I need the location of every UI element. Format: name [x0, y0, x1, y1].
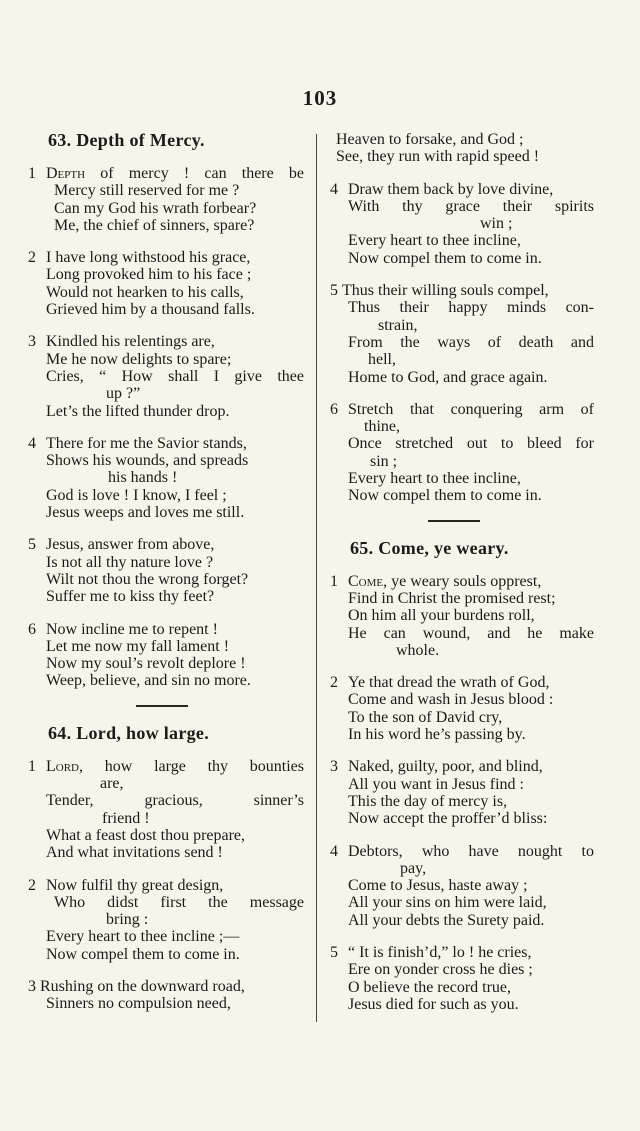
verse-line: strain,	[378, 316, 418, 334]
verse-line: Now incline me to repent !	[46, 620, 218, 638]
right-column	[330, 131, 594, 1028]
stanza-number: 5	[330, 943, 338, 961]
verse-line: He can wound, and he make	[348, 624, 594, 642]
stanza	[28, 621, 304, 690]
stanza-number: 2	[28, 876, 36, 894]
verse-line: Jesus died for such as you.	[348, 995, 519, 1013]
verse-line: Shows his wounds, and spreads	[46, 452, 249, 470]
verse-line: Now compel them to come in.	[46, 945, 240, 963]
stanza-number: 3	[330, 758, 338, 776]
verse-line: friend !	[102, 809, 150, 827]
verse-line: Kindled his relentings are,	[46, 333, 215, 351]
stanza-number: 6	[28, 620, 36, 638]
stanza	[28, 249, 304, 318]
stanza-number: 3	[28, 333, 36, 351]
stanza	[330, 674, 594, 743]
verse-line: Rushing on the downward road,	[40, 977, 245, 995]
stanza	[28, 536, 304, 605]
verse-line: Let me now my fall lament !	[46, 637, 230, 655]
verse-line: In his word he’s passing by.	[348, 726, 526, 744]
verse-line: With thy grace their spirits	[348, 197, 594, 215]
verse-line: Every heart to thee incline,	[348, 470, 521, 488]
verse-line: Come and wash in Jesus blood :	[348, 691, 554, 709]
verse-line: win ;	[480, 215, 513, 233]
left-column	[28, 130, 304, 1028]
stanza	[330, 181, 594, 267]
verse-line: All your debts the Surety paid.	[348, 911, 545, 929]
verse-line: Now fulfil thy great design,	[46, 876, 224, 894]
verse-line: On him all your burdens roll,	[348, 607, 535, 625]
verse-line: whole.	[396, 641, 440, 659]
stanza	[28, 435, 304, 521]
verse-line: Jesus, answer from above,	[46, 536, 215, 554]
verse-first-word: Come	[348, 572, 384, 590]
verse-line: Ye that dread the wrath of God,	[348, 674, 550, 692]
verse-line: Now compel them to come in.	[348, 487, 542, 505]
verse-line: Can my God his wrath forbear?	[54, 199, 257, 217]
stanza-number: 4	[330, 180, 338, 198]
verse-line: Every heart to thee incline ;—	[46, 928, 240, 946]
stanza	[28, 877, 304, 963]
verse-line: God is love ! I know, I feel ;	[46, 486, 227, 504]
verse-line: Come to Jesus, haste away ;	[348, 877, 528, 895]
hymn-title-63: 63. Depth of Mercy.	[48, 130, 205, 150]
verse-line: Tender, gracious, sinner’s	[46, 792, 304, 810]
verse-line: up ?”	[106, 385, 141, 403]
verse-line	[28, 758, 304, 775]
verse-line: Naked, guilty, poor, and blind,	[348, 758, 543, 776]
verse-line: All you want in Jesus find :	[348, 775, 524, 793]
verse-line: Grieved him by a thousand falls.	[46, 301, 255, 319]
stanza-number: 5	[330, 282, 338, 300]
verse-line-text: , how large thy bounties	[79, 757, 304, 775]
verse-line: Would not hearken to his calls,	[46, 283, 244, 301]
verse-line: Draw them back by love divine,	[348, 180, 554, 198]
stanza	[28, 758, 304, 862]
verse-first-word: Lord	[46, 757, 79, 775]
verse-line: Let’s the lifted thunder drop.	[46, 402, 230, 420]
verse-line: Stretch that conquering arm of	[348, 400, 594, 418]
verse-line: Mercy still reserved for me ?	[54, 182, 240, 200]
verse-line: Long provoked him to his face ;	[46, 266, 252, 284]
verse-line: Suffer me to kiss thy feet?	[46, 588, 215, 606]
stanza-number: 4	[330, 842, 338, 860]
section-divider	[428, 520, 480, 522]
verse-line: Find in Christ the promised rest;	[348, 589, 556, 607]
stanza-number: 1	[28, 757, 36, 775]
stanza	[28, 333, 304, 419]
verse-line: Me, the chief of sinners, spare?	[54, 216, 255, 234]
stanza	[330, 573, 594, 659]
stanza-number: 4	[28, 434, 36, 452]
verse-line: What a feast dost thou prepare,	[46, 826, 246, 844]
verse-line: Thus their willing souls compel,	[342, 282, 549, 300]
verse-line: Every heart to thee incline,	[348, 232, 521, 250]
verse-line: Is not all thy nature love ?	[46, 553, 214, 571]
verse-line: Thus their happy minds con-	[348, 299, 594, 317]
verse-line: Now compel them to come in.	[348, 249, 542, 267]
stanza	[330, 282, 594, 386]
verse-line	[330, 573, 594, 590]
verse-line: Heaven to forsake, and God ;	[336, 131, 524, 148]
stanza-number: 2	[330, 674, 338, 692]
stanza	[28, 978, 304, 1013]
verse-first-word: Depth	[46, 165, 86, 182]
stanza-number: 3	[28, 977, 36, 995]
stanza-number: 5	[28, 536, 36, 554]
verse-line: pay,	[400, 859, 427, 877]
stanza	[330, 401, 594, 505]
verse-line: And what invitations send !	[46, 844, 223, 862]
verse-line-text: of mercy ! can there be	[85, 165, 304, 182]
stanza-number: 1	[330, 572, 338, 590]
verse-line: his hands !	[108, 469, 178, 487]
verse-line: sin ;	[370, 452, 398, 470]
stanza	[330, 944, 594, 1013]
verse-line	[28, 165, 304, 182]
verse-line: Now my soul’s revolt deplore !	[46, 655, 246, 673]
verse-line: O believe the record true,	[348, 978, 512, 996]
stanza-number: 6	[330, 400, 338, 418]
verse-line: There for me the Savior stands,	[46, 434, 247, 452]
verse-line: This the day of mercy is,	[348, 792, 508, 810]
page-number: 103	[302, 86, 338, 110]
verse-line-text: , ye weary souls opprest,	[383, 572, 542, 590]
verse-line: Now accept the proffer’d bliss:	[348, 810, 548, 828]
verse-line: Home to God, and grace again.	[348, 368, 548, 386]
verse-line: thine,	[364, 418, 400, 436]
verse-line: “ It is finish’d,” lo ! he cries,	[348, 943, 532, 961]
hymn-title-64: 64. Lord, how large.	[48, 722, 209, 743]
verse-line: From the ways of death and	[348, 333, 594, 351]
verse-line: I have long withstood his grace,	[46, 249, 251, 267]
verse-line: Sinners no compulsion need,	[46, 995, 231, 1013]
verse-line: Who didst first the message	[54, 893, 304, 911]
stanza	[28, 165, 304, 234]
section-divider	[136, 705, 188, 707]
verse-line: Jesus weeps and loves me still.	[46, 504, 245, 522]
verse-line: Me he now delights to spare;	[46, 350, 232, 368]
verse-line: are,	[100, 775, 124, 793]
verse-line: See, they run with rapid speed !	[336, 148, 540, 166]
column-divider	[316, 134, 317, 1022]
stanza-continuation	[330, 131, 594, 166]
verse-line: To the son of David cry,	[348, 708, 503, 726]
verse-line: bring :	[106, 911, 149, 929]
verse-line: Wilt not thou the wrong forget?	[46, 570, 249, 588]
hymn-title-65: 65. Come, ye weary.	[350, 537, 509, 558]
verse-line: Ere on yonder cross he dies ;	[348, 961, 533, 979]
stanza-number: 1	[28, 165, 36, 182]
verse-line: Debtors, who have nought to	[348, 842, 594, 860]
verse-line: All your sins on him were laid,	[348, 894, 547, 912]
verse-line: Once stretched out to bleed for	[348, 435, 594, 453]
stanza-number: 2	[28, 249, 36, 267]
verse-line: Weep, believe, and sin no more.	[46, 672, 251, 690]
stanza	[330, 758, 594, 827]
verse-line: Cries, “ How shall I give thee	[46, 367, 304, 385]
stanza	[330, 843, 594, 929]
verse-line: hell,	[368, 351, 396, 369]
